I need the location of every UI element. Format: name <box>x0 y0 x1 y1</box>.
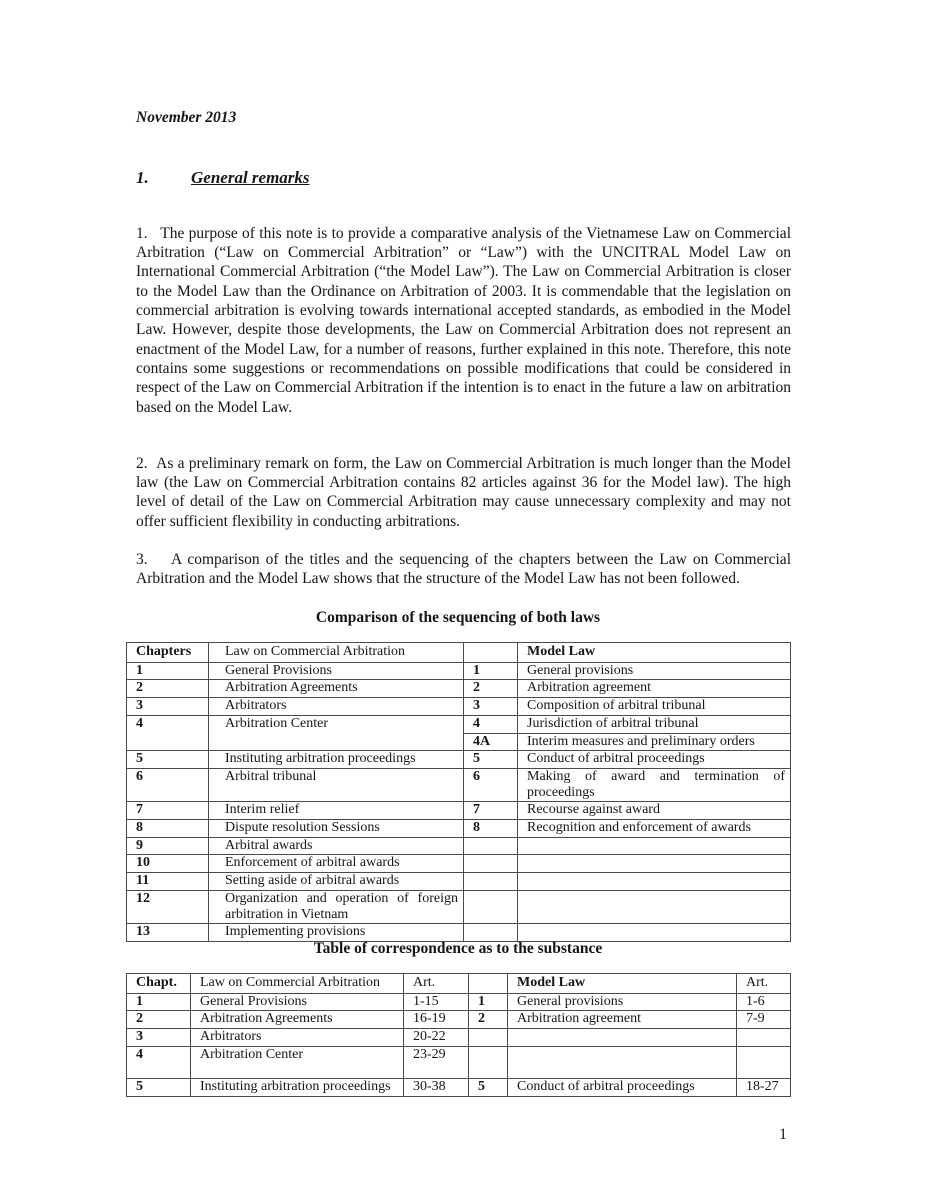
table-row <box>127 680 791 698</box>
header-law: Law on Commercial Arbitration <box>191 974 404 994</box>
section-heading-number: 1. <box>136 168 149 187</box>
table-row <box>127 890 791 923</box>
header-blank <box>469 974 508 994</box>
model-chapter-number: 8 <box>464 820 518 838</box>
chapter-number: 5 <box>127 1078 191 1096</box>
law-articles: 16-19 <box>404 1011 469 1029</box>
table-row <box>127 698 791 716</box>
law-title: General Provisions <box>191 993 404 1011</box>
table-row <box>127 751 791 769</box>
model-articles: 1-6 <box>737 993 791 1011</box>
chapter-number: 4 <box>127 715 209 750</box>
law-title: Arbitrators <box>191 1029 404 1047</box>
page-number: 1 <box>779 1126 787 1143</box>
model-title: Recognition and enforcement of awards <box>518 820 791 838</box>
table-row <box>127 993 791 1011</box>
model-title <box>508 1029 737 1047</box>
table-header-row <box>127 974 791 994</box>
law-title: Organization and operation of foreign arbitration in Vietnam <box>209 890 464 923</box>
model-chapter-number <box>464 890 518 923</box>
header-chapters: Chapters <box>127 643 209 663</box>
law-title: Enforcement of arbitral awards <box>209 855 464 873</box>
model-title: Arbitration agreement <box>518 680 791 698</box>
table-row <box>127 802 791 820</box>
correspondence-table <box>126 973 791 1097</box>
model-chapter-number: 5 <box>464 751 518 769</box>
model-chapter-number: 1 <box>464 662 518 680</box>
chapter-number: 2 <box>127 680 209 698</box>
model-chapter-number: 4 <box>464 715 518 733</box>
model-chapter-number <box>464 837 518 855</box>
law-title: Dispute resolution Sessions <box>209 820 464 838</box>
table-row <box>127 715 791 733</box>
chapter-number: 5 <box>127 751 209 769</box>
chapter-number: 1 <box>127 662 209 680</box>
law-title: Instituting arbitration proceedings <box>191 1078 404 1096</box>
law-title: Arbitration Agreements <box>209 680 464 698</box>
table-row <box>127 1078 791 1096</box>
table-row <box>127 855 791 873</box>
model-articles: 18-27 <box>737 1078 791 1096</box>
model-title: Interim measures and preliminary orders <box>518 733 791 751</box>
header-law: Law on Commercial Arbitration <box>209 643 464 663</box>
table-row <box>127 662 791 680</box>
model-chapter-number <box>469 1029 508 1047</box>
table-row <box>127 873 791 891</box>
law-title: Setting aside of arbitral awards <box>209 873 464 891</box>
chapter-number: 1 <box>127 993 191 1011</box>
model-chapter-number: 3 <box>464 698 518 716</box>
model-chapter-number <box>469 1046 508 1078</box>
model-chapter-number <box>464 855 518 873</box>
law-title: Arbitration Center <box>209 715 464 750</box>
chapter-number: 7 <box>127 802 209 820</box>
model-chapter-number: 2 <box>464 680 518 698</box>
model-chapter-number <box>464 873 518 891</box>
chapter-number: 4 <box>127 1046 191 1078</box>
table-row <box>127 768 791 801</box>
chapter-number: 10 <box>127 855 209 873</box>
table-row <box>127 1029 791 1047</box>
table-row <box>127 1046 791 1078</box>
law-title: Implementing provisions <box>209 924 464 942</box>
model-chapter-number: 7 <box>464 802 518 820</box>
model-title <box>518 873 791 891</box>
paragraph-2: 2. As a preliminary remark on form, the Law on Commercial Arbitration is much longer than the Model law (the Law on Commercial Arbitration contains 82 articles against 36 for the Model law). The high level of detail of the Law on Commercial Arbitration may cause unnecessary complexity and may not offer sufficient flexibility in conducting arbitrations. <box>136 454 791 530</box>
chapter-number: 12 <box>127 890 209 923</box>
model-chapter-number: 6 <box>464 768 518 801</box>
law-title: Interim relief <box>209 802 464 820</box>
header-model-law: Model Law <box>508 974 737 994</box>
model-title: General provisions <box>508 993 737 1011</box>
table-row <box>127 820 791 838</box>
law-title: Arbitral tribunal <box>209 768 464 801</box>
model-title <box>508 1046 737 1078</box>
model-title <box>518 855 791 873</box>
model-title: Composition of arbitral tribunal <box>518 698 791 716</box>
model-title <box>518 837 791 855</box>
law-articles: 30-38 <box>404 1078 469 1096</box>
chapter-number: 11 <box>127 873 209 891</box>
paragraph-3: 3. A comparison of the titles and the sequencing of the chapters between the Law on Commercial Arbitration and the Model Law shows that the structure of the Model Law has not been followed. <box>136 550 791 587</box>
law-title: Arbitrators <box>209 698 464 716</box>
law-title: Arbitration Center <box>191 1046 404 1078</box>
chapter-number: 3 <box>127 1029 191 1047</box>
law-articles: 1-15 <box>404 993 469 1011</box>
model-title <box>518 924 791 942</box>
model-title: Conduct of arbitral proceedings <box>518 751 791 769</box>
model-chapter-number: 4A <box>464 733 518 751</box>
model-title: Jurisdiction of arbitral tribunal <box>518 715 791 733</box>
header-model-law: Model Law <box>518 643 791 663</box>
chapter-number: 13 <box>127 924 209 942</box>
model-title: Arbitration agreement <box>508 1011 737 1029</box>
chapter-number: 3 <box>127 698 209 716</box>
table-row <box>127 1011 791 1029</box>
header-blank <box>464 643 518 663</box>
header-model-art: Art. <box>737 974 791 994</box>
law-title: Instituting arbitration proceedings <box>209 751 464 769</box>
table-header-row <box>127 643 791 663</box>
model-chapter-number: 5 <box>469 1078 508 1096</box>
model-title: General provisions <box>518 662 791 680</box>
model-title: Making of award and termination of proceedings <box>518 768 791 801</box>
correspondence-table-title: Table of correspondence as to the substance <box>313 940 603 957</box>
chapter-number: 9 <box>127 837 209 855</box>
law-articles: 20-22 <box>404 1029 469 1047</box>
section-heading <box>136 168 310 188</box>
table-row <box>127 837 791 855</box>
chapter-number: 8 <box>127 820 209 838</box>
model-title <box>518 890 791 923</box>
law-title: Arbitration Agreements <box>191 1011 404 1029</box>
paragraph-1: 1. The purpose of this note is to provide a comparative analysis of the Vietnamese Law on Commercial Arbitration (“Law on Commercial Arbitration” or “Law”) with the UNCITRAL Model Law on International Commercial Arbitration (“the Model Law”). The Law on Commercial Arbitration is closer to the Model Law than the Ordinance on Arbitration of 2003. It is commendable that the legislation on commercial arbitration is evolving towards international accepted standards, as embodied in the Model Law. However, despite those developments, the Law on Commercial Arbitration does not represent an enactment of the Model Law, for a number of reasons, further explained in this note. Therefore, this note contains some suggestions or recommendations on possible modifications that could be considered in respect of the Law on Commercial Arbitration if the intention is to enact in the future a law on arbitration based on the Model Law. <box>136 224 791 416</box>
chapter-number: 6 <box>127 768 209 801</box>
table-row <box>127 924 791 942</box>
law-title: General Provisions <box>209 662 464 680</box>
header-law-art: Art. <box>404 974 469 994</box>
law-title: Arbitral awards <box>209 837 464 855</box>
model-chapter-number: 2 <box>469 1011 508 1029</box>
section-heading-title: General remarks <box>191 168 310 187</box>
model-chapter-number: 1 <box>469 993 508 1011</box>
date-line: November 2013 <box>136 109 237 126</box>
sequencing-table <box>126 642 791 942</box>
law-articles: 23-29 <box>404 1046 469 1078</box>
header-chapt: Chapt. <box>127 974 191 994</box>
model-title: Conduct of arbitral proceedings <box>508 1078 737 1096</box>
chapter-number: 2 <box>127 1011 191 1029</box>
model-articles <box>737 1029 791 1047</box>
model-title: Recourse against award <box>518 802 791 820</box>
model-chapter-number <box>464 924 518 942</box>
model-articles <box>737 1046 791 1078</box>
sequencing-table-title: Comparison of the sequencing of both laws <box>315 609 601 626</box>
model-articles: 7-9 <box>737 1011 791 1029</box>
